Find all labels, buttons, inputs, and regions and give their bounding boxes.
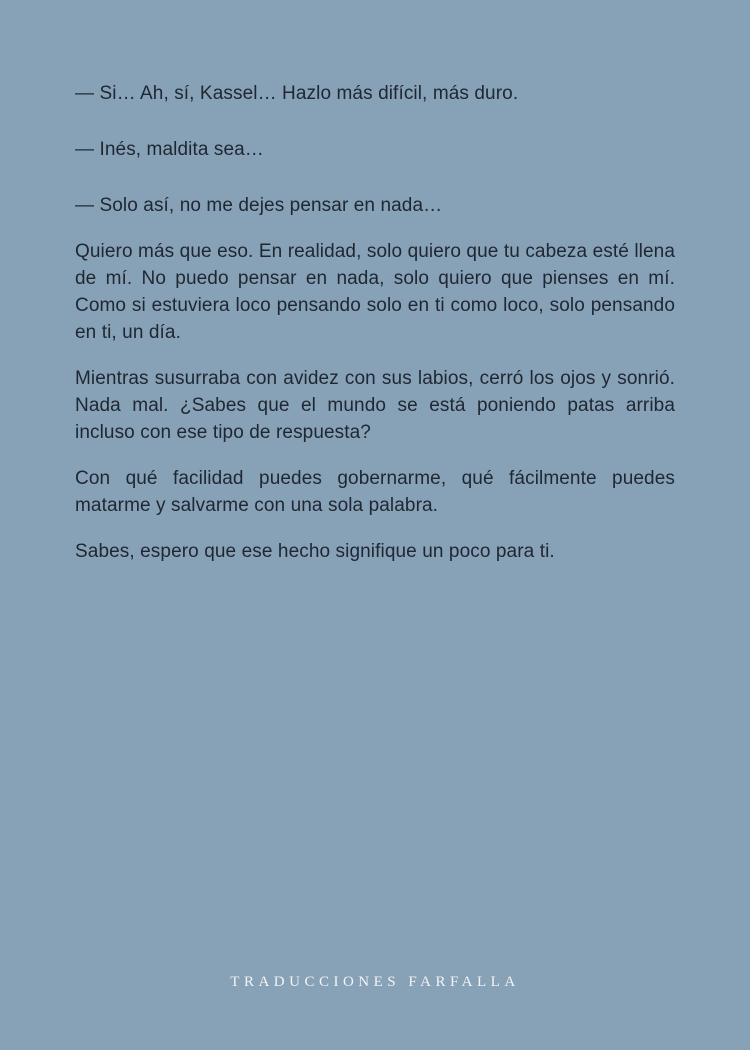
paragraph-1: Quiero más que eso. En realidad, solo quiero que tu cabeza esté llena de mí. No puedo pensar en nada, solo quiero que pienses en mí. Como si estuviera loco pensando solo en ti como loco, solo pensando en ti, un día. [75,241,675,343]
dialogue-line-2: — Inés, maldita sea… [75,139,264,160]
dialogue-line-3: — Solo así, no me dejes pensar en nada… [75,195,443,216]
publisher-footer: TRADUCCIONES FARFALLA [230,974,520,990]
dialogue-line-1: — Si… Ah, sí, Kassel… Hazlo más difícil, más duro. [75,83,519,104]
paragraph-4: Sabes, espero que ese hecho signifique un poco para ti. [75,541,555,562]
page-body [75,80,675,584]
paragraph-2: Mientras susurraba con avidez con sus labios, cerró los ojos y sonrió. Nada mal. ¿Sabes que el mundo se está poniendo patas arriba incluso con ese tipo de respuesta? [75,368,675,443]
paragraph-3: Con qué facilidad puedes gobernarme, qué fácilmente puedes matarme y salvarme con una sola palabra. [75,468,675,516]
